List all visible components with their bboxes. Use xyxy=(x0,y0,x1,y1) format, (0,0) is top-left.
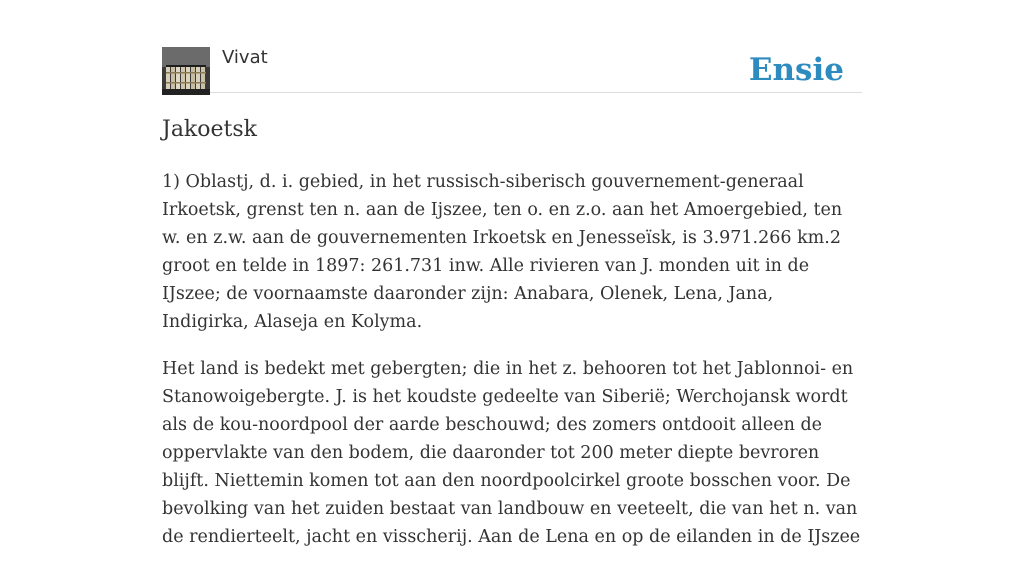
header xyxy=(162,0,862,93)
page-title: Jakoetsk xyxy=(162,117,257,142)
book-spines-icon xyxy=(162,47,210,95)
article-body xyxy=(162,168,862,570)
paragraph: Het land is bedekt met gebergten; die in het z. behooren tot het Jablonnoi- en Stanowoigebergte. J. is het koudste gedeelte van Siberië; Werchojansk wordt als de kou-noordpool der aarde beschouwd; des zomers ontdooit alleen de oppervlakte van den bodem, die daaronder tot 200 meter diepte bevroren blijft. Niettemin komen tot aan den noordpoolcirkel groote bosschen voor. De bevolking van het zuiden bestaat van landbouw en veeteelt, die van het n. van de rendierteelt, jacht en visscherij. Aan de Lena en op de eilanden in de IJszee xyxy=(162,359,861,547)
brand-logo[interactable]: Ensie xyxy=(748,52,844,88)
source-name[interactable]: Vivat xyxy=(222,47,268,68)
avatar[interactable] xyxy=(162,47,210,95)
page xyxy=(162,0,862,547)
paragraph: 1) Oblastj, d. i. gebied, in het russisch-siberisch gouvernement-generaal Irkoetsk, grenst ten n. aan de Ijszee, ten o. en z.o. aan het Amoergebied, ten w. en z.w. aan de gouvernementen Irkoetsk en Jenesseïsk, is 3.971.266 km.2 groot en telde in 1897: 261.731 inw. Alle rivieren van J. monden uit in de IJszee; de voornaamste daaronder zijn: Anabara, Olenek, Lena, Jana, Indigirka, Alaseja en Kolyma. xyxy=(162,172,843,332)
